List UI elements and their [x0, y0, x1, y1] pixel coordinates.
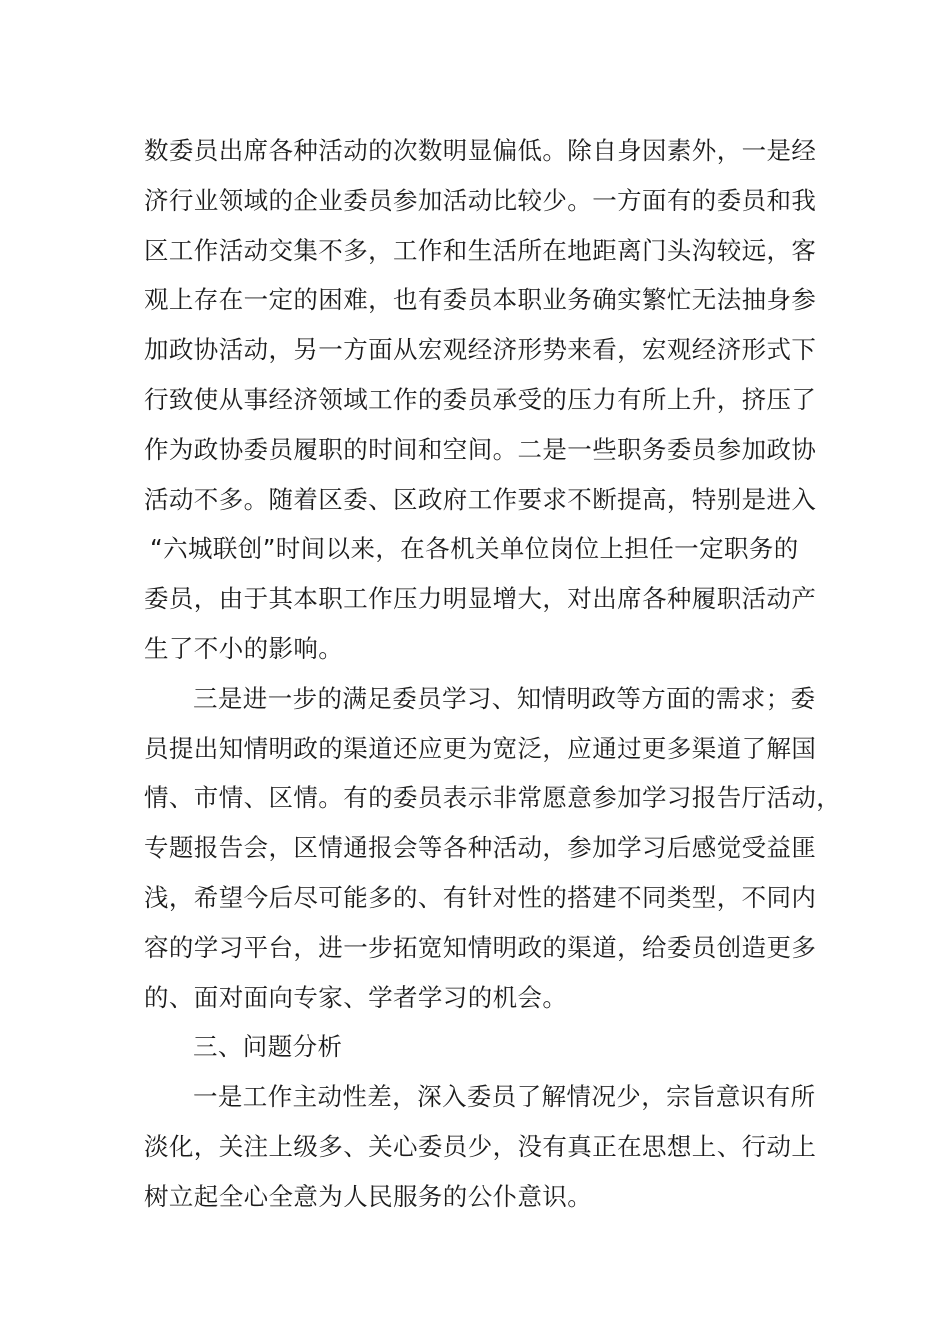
text-line: 观上存在一定的困难，也有委员本职业务确实繁忙无法抽身参: [144, 285, 817, 315]
text-line: 区工作活动交集不多，工作和生活所在地距离门头沟较远，客: [144, 235, 817, 265]
text-line: 数委员出席各种活动的次数明显偏低。除自身因素外，一是经: [144, 136, 817, 165]
text-line: 员提出知情明政的渠道还应更为宽泛，应通过更多渠道了解国: [144, 733, 817, 763]
text-line: 情、市情、区情。有的委员表示非常愿意参加学习报告厅活动，: [144, 783, 842, 813]
text-line: 加政协活动，另一方面从宏观经济形势来看，宏观经济形式下: [144, 335, 817, 365]
text-line: 的、面对面向专家、学者学习的机会。: [144, 982, 568, 1012]
text-line: 浅，希望今后尽可能多的、有针对性的搭建不同类型，不同内: [144, 882, 817, 912]
paragraph-first-line: 一是工作主动性差，深入委员了解情况少，宗旨意识有所: [193, 1082, 816, 1112]
text-line: 委员，由于其本职工作压力明显增大，对出席各种履职活动产: [144, 584, 817, 614]
text-line: 树立起全心全意为人民服务的公仆意识。: [144, 1181, 593, 1211]
section-heading: 三、问题分析: [193, 1032, 343, 1062]
paragraph-first-line: 三是进一步的满足委员学习、知情明政等方面的需求；委: [193, 683, 816, 713]
document-body: [144, 126, 842, 1222]
text-line: 生了不小的影响。: [144, 633, 344, 663]
text-line: 行致使从事经济领域工作的委员承受的压力有所上升，挤压了: [144, 384, 817, 414]
text-line: “六城联创”时间以来，在各机关单位岗位上担任一定职务的: [150, 534, 799, 564]
text-line: 专题报告会，区情通报会等各种活动，参加学习后感觉受益匪: [144, 833, 817, 863]
text-line: 活动不多。随着区委、区政府工作要求不断提高，特别是进入: [144, 484, 817, 514]
text-line: 容的学习平台，进一步拓宽知情明政的渠道，给委员创造更多: [144, 932, 817, 962]
text-line: 作为政协委员履职的时间和空间。二是一些职务委员参加政协: [144, 434, 817, 464]
text-line: 济行业领域的企业委员参加活动比较少。一方面有的委员和我: [144, 185, 817, 215]
text-line: 淡化，关注上级多、关心委员少，没有真正在思想上、行动上: [144, 1131, 817, 1161]
